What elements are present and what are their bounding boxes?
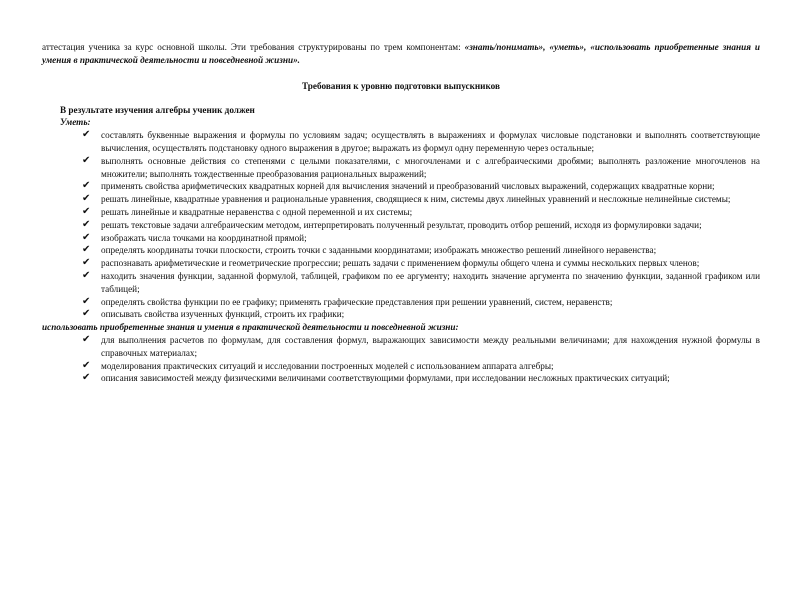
list-item-text: описывать свойства изученных функций, строить их графики; [101, 309, 345, 320]
practical-use-list [42, 334, 760, 385]
list-item [42, 372, 760, 385]
checkmark-icon: ✔ [82, 193, 91, 205]
skills-label: Уметь: [60, 117, 91, 128]
list-item-text: применять свойства арифметических квадратных корней для вычисления значений и преобразований числовых выражений, содержащих квадратные корни; [101, 181, 715, 192]
intro-emphasis: «знать/понимать», «уметь», «использовать приобретенные знания и умения в практической деятельности и повседневной жизни». [42, 42, 761, 66]
checkmark-icon: ✔ [82, 218, 91, 230]
list-item-text: описания зависимостей между физическими величинами соответствующими формулами, при исследовании несложных практических ситуаций; [101, 373, 670, 384]
list-item-text: решать линейные, квадратные уравнения и рациональные уравнения, сводящиеся к ним, системы двух линейных уравнений и несложные нелинейные системы; [101, 194, 731, 205]
list-item [42, 244, 760, 257]
list-item-text: изображать числа точками на координатной прямой; [101, 232, 307, 243]
list-item [42, 257, 760, 270]
list-item [42, 360, 760, 373]
list-item-text: моделирования практических ситуаций и исследовании построенных моделей с использованием аппарата алгебры; [101, 360, 554, 371]
practical-use-label: использовать приобретенные знания и умения в практической деятельности и повседневной жизни: [42, 322, 459, 333]
list-item [42, 155, 760, 181]
checkmark-icon: ✔ [82, 269, 91, 281]
list-item [42, 129, 760, 155]
checkmark-icon: ✔ [82, 180, 91, 192]
checkmark-icon: ✔ [82, 205, 91, 217]
list-item [42, 334, 760, 360]
checkmark-icon: ✔ [82, 295, 91, 307]
list-item-text: составлять буквенные выражения и формулы по условиям задач; осуществлять в выражениях и формулах числовые подстановки и выполнять соответствующие вычисления, осуществлять подстановку одного выражения в другое; выражать из формул одну переменную через остальные; [101, 130, 760, 153]
checkmark-icon: ✔ [82, 129, 91, 141]
list-item-text: решать линейные и квадратные неравенства с одной переменной и их системы; [101, 206, 413, 217]
checkmark-icon: ✔ [82, 257, 91, 269]
list-item [42, 270, 760, 296]
checkmark-icon: ✔ [82, 372, 91, 384]
list-item-text: для выполнения расчетов по формулам, для составления формул, выражающих зависимости между реальными величинами; для нахождения нужной формулы в справочных материалах; [101, 334, 760, 358]
list-item [42, 206, 760, 219]
intro-paragraph [42, 41, 760, 68]
skills-list [42, 129, 760, 321]
list-item-text: выполнять основные действия со степенями с целыми показателями, с многочленами и с алгебраическими дробями; выполнять разложение многочленов на множители; выполнять тождественные преобразования рациональных выражений; [101, 155, 760, 179]
list-item [42, 193, 760, 206]
list-item-text: находить значения функции, заданной формулой, таблицей, графиком по ее аргументу; находить значение аргумента по значению функции, заданной графиком или таблицей; [101, 270, 760, 294]
checkmark-icon: ✔ [82, 154, 91, 166]
list-item-text: определять свойства функции по ее графику; применять графические представления при решении уравнений, систем, неравенств; [101, 296, 613, 307]
list-item-text: определять координаты точки плоскости, строить точки с заданными координатами; изображать множество решений линейного неравенства; [101, 245, 657, 256]
lead-sentence: В результате изучения алгебры ученик должен [60, 104, 255, 115]
section-heading: Требования к уровню подготовки выпускников [302, 80, 500, 91]
list-item-text: решать текстовые задачи алгебраическим методом, интерпретировать полученный результат, проводить отбор решений, исходя из формулировки задачи; [101, 219, 702, 230]
list-item [42, 296, 760, 309]
checkmark-icon: ✔ [82, 244, 91, 256]
list-item [42, 308, 760, 321]
checkmark-icon: ✔ [82, 231, 91, 243]
checkmark-icon: ✔ [82, 359, 91, 371]
list-item-text: распознавать арифметические и геометрические прогрессии; решать задачи с применением формулы общего члена и суммы нескольких первых членов; [101, 258, 700, 269]
intro-text: аттестация ученика за курс основной школы. Эти требования структурированы по трем компонентам: [42, 42, 465, 52]
list-item [42, 232, 760, 245]
list-item [42, 180, 760, 193]
checkmark-icon: ✔ [82, 333, 91, 345]
list-item [42, 219, 760, 232]
checkmark-icon: ✔ [82, 308, 91, 320]
